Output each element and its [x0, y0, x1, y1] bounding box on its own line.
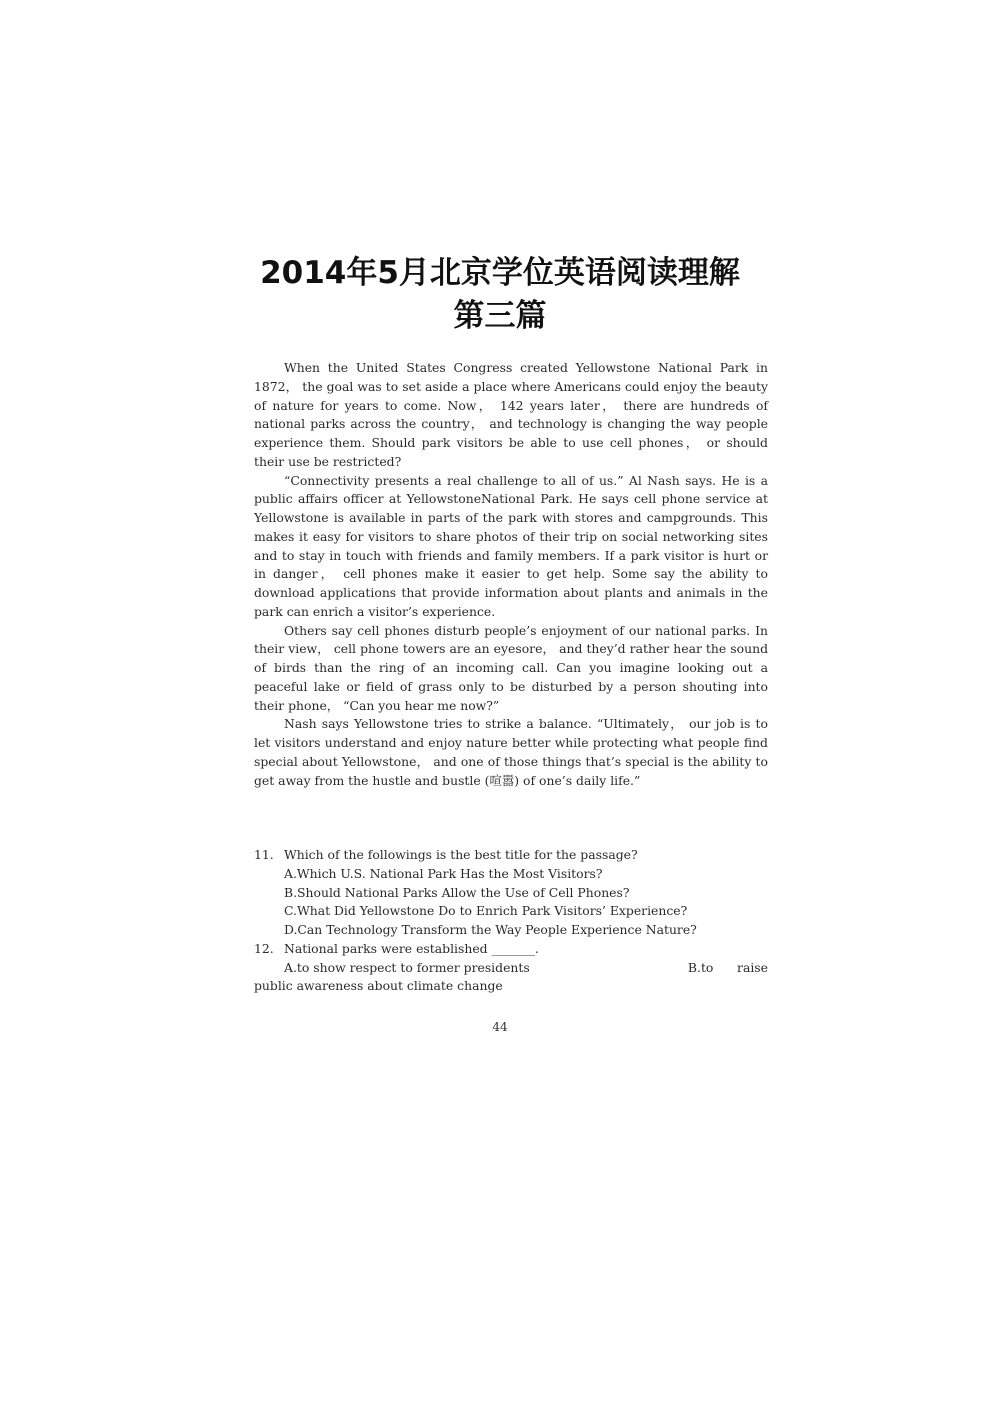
question-list [254, 846, 768, 996]
option-row [254, 959, 768, 978]
question-number: 12. [254, 940, 274, 956]
option-d: D.Can Technology Transform the Way People Experience Nature? [284, 922, 697, 937]
question-stem [254, 940, 768, 959]
option-b: B.Should National Parks Allow the Use of Cell Phones? [284, 884, 630, 900]
question-number: 11. [254, 847, 274, 862]
question-12 [254, 940, 768, 996]
option-c: C.What Did Yellowstone Do to Enrich Park Visitors’ Experience? [284, 903, 688, 919]
question-text: National parks were established _______. [284, 940, 539, 956]
question-11 [254, 846, 768, 940]
passage-paragraph-4: Nash says Yellowstone tries to strike a balance. “Ultimately， our job is to let visitors understand and enjoy nature better while protecting what people find special about Yellowstone， and one of those things that’s special is the ability to get away from the hustle and bustle (喧嚣) of one’s daily life.” [254, 716, 768, 788]
document-title: 2014年5月北京学位英语阅读理解 [260, 255, 740, 291]
option-a: A.Which U.S. National Park Has the Most Visitors? [284, 865, 603, 881]
option-a: A.to show respect to former presidents [284, 959, 530, 975]
passage-paragraph-2: “Connectivity presents a real challenge to all of us.” Al Nash says. He is a public affairs officer at YellowstoneNational Park. He says cell phone service at Yellowstone is available in parts of the park with stores and campgrounds. This makes it easy for visitors to share photos of their trip on social networking sites and to stay in touch with friends and family members. If a park visitor is hurt or in danger， cell phones make it easier to get help. Some say the ability to download applications that provide information about plants and animals in the park can enrich a visitor’s experience. [254, 472, 768, 619]
option-b-continued: public awareness about climate change [254, 978, 503, 994]
reading-passage [254, 359, 768, 790]
passage-paragraph-3: Others say cell phones disturb people’s enjoyment of our national parks. In their view， cell phone towers are an eyesore， and they’d rather hear the sound of birds than the ring of an incoming call. Can you imagine looking out a peaceful lake or field of grass only to be disturbed by a person shouting into their phone， “Can you hear me now?” [254, 622, 768, 713]
passage-paragraph-1: When the United States Congress created Yellowstone National Park in 1872， the goal was to set aside a place where Americans could enjoy the beauty of nature for years to come. Now， 142 years later， there are hundreds of national parks across the country， and technology is changing the way people experience them. Should park visitors be able to use cell phones， or should their use be restricted? [254, 360, 768, 469]
option-b: B.to raise [687, 959, 768, 975]
document-subtitle: 第三篇 [453, 298, 547, 334]
page-number: 44 [492, 1020, 508, 1034]
question-text: Which of the followings is the best title for the passage? [284, 847, 638, 862]
question-stem [254, 846, 768, 865]
